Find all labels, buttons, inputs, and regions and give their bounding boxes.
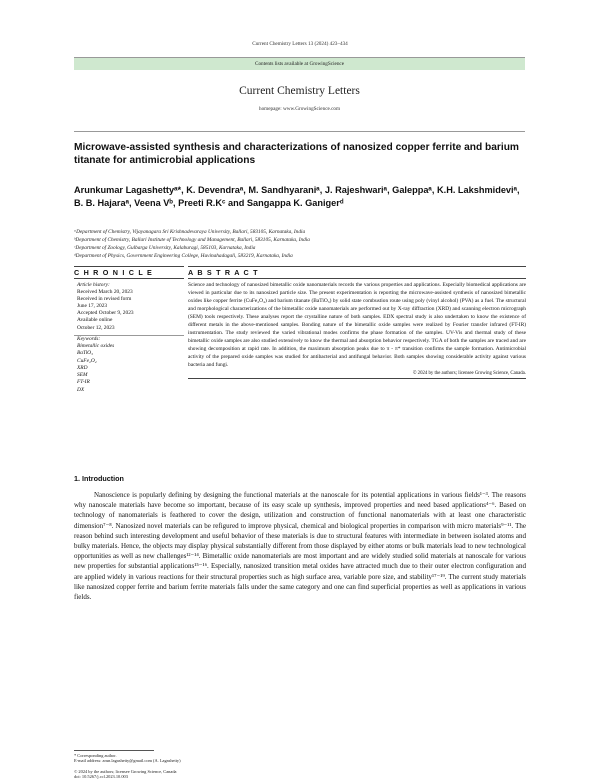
affiliation-a: ᵃDepartment of Chemistry, Vijayanagara Sri Krishnadevaraya University, Ballari, 583105, Karnataka, India (74, 229, 306, 235)
keyword: XRD (77, 364, 88, 371)
footnote-divider (74, 750, 154, 751)
introduction-text: Nanoscience is popularly defining by designing the functional materials at the nanoscale for its potential applications in various fields¹⁻³. The reasons why nanoscale materials have become so important, because of its easy scale up synthesis, improved properties and need based applications⁴⁻⁶. Based on technology of nanomaterials is feathered to cover the design, utilization and construction of functional nanomaterials with at least one characteristic dimension⁷⁻⁸. Nanosized novel materials can be refigured to improve physical, chemical and biological properties in comparison with micro materials⁹⁻¹¹. The reason behind such interesting development and useful behavior of these materials is due to structural features with intermediate in between isolated atoms and bulky materials. Hence, the objects may display physical substantially different from those displayed by either atoms or bulk materials lead to new technological opportunities as well as new challenges¹²⁻¹⁴. Bimetallic oxide nanomaterials are most important and are widely studied solid materials at nanoscale for various new properties for substantial applications¹⁵⁻¹⁶. Especially, nanosized transition metal oxides have attracted much due to their outer electron configuration and are applied widely in various reactions for their structural properties such as high surface area, variable pore size, and stability¹⁷⁻¹⁹. The current study materials like nanosized copper ferrite and barium ferrite materials falls under the same category and one can find superficial properties as well as applications in various fields. (74, 491, 526, 602)
keyword: BaTiO₃ (77, 350, 93, 357)
keyword: CuFe₂O₄ (77, 357, 97, 364)
affiliations (74, 228, 526, 260)
footnotes (74, 753, 374, 764)
affiliation-b: ᵇDepartment of Chemistry, Ballari Institute of Technology and Management, Ballari, 583105, Karnataka, India (74, 237, 310, 243)
footer-copyright: © 2024 by the authors; licensee Growing Science, Canada (74, 769, 177, 774)
introduction-heading: 1. Introduction (74, 474, 124, 483)
history-line: Received March 20, 2023 (77, 289, 133, 296)
keyword: SEM (77, 372, 88, 379)
contents-line: Contents lists available at GrowingScience (74, 58, 525, 70)
keyword: DX (77, 386, 85, 393)
abstract-copyright: © 2024 by the authors; licensee Growing Science, Canada. (188, 371, 526, 379)
chronicle-heading: C H R O N I C L E (74, 266, 184, 279)
history-line: Received in revised form (77, 296, 132, 303)
journal-title: Current Chemistry Letters (239, 85, 360, 97)
keyword: FT-IR (77, 379, 90, 386)
history-line: June 17, 2023 (77, 303, 108, 310)
chronicle-column (74, 266, 184, 394)
journal-homepage[interactable]: homepage: www.GrowingScience.com (258, 106, 341, 112)
history-line: Available online (77, 317, 113, 324)
keyword: Bimetallic oxides (77, 342, 115, 349)
abstract-heading: A B S T R A C T (188, 266, 526, 279)
running-header: Current Chemistry Letters 13 (2024) 423–434 (252, 41, 348, 47)
keywords (74, 335, 184, 394)
affiliation-d: ᵈDepartment of Physics, Government Engineering College, Huvinahadagali, 583219, Karnataka, India (74, 253, 293, 259)
history-line: October 12, 2023 (77, 324, 115, 331)
abstract-column (188, 266, 526, 379)
article-history (74, 282, 184, 332)
author-list: Arunkumar Lagashettyᵃ*, K. Devendraᵃ, M. Sandhyaraniᵃ, J. Rajeshwariᵃ, Galeppaᵃ, K.H. Lakshmideviᵃ, B. B. Hajaraᵃ, Veena Vᵇ, Preeti R.Kᶜ and Sangappa K. Ganigerᵈ (74, 185, 520, 208)
corresponding-author-note: * Corresponding author. (74, 753, 117, 758)
history-line: Accepted October 9, 2023 (77, 310, 134, 317)
affiliation-c: ᶜDepartment of Zoology, Gulbarga University, Kalaburagi, 585103, Karnataka, India (74, 245, 256, 251)
email-note[interactable]: E-mail address: arun.lagashetty@gmail.com (A. Lagashetty) (74, 758, 181, 764)
history-label: Article history: (77, 282, 110, 288)
keywords-label: Keywords: (77, 335, 101, 342)
journal-banner (74, 57, 525, 132)
abstract-text: Science and technology of nanosized bimetallic oxide nanomaterials records the various properties and applications. Especially biomedical applications are viewed in particular due to its nanosized particle size. The present experimentation is reporting the microwave-assisted synthesis of nanosized bimetallic oxides like copper ferrite (CuFe₂O₄) and barium titanate (BaTiO₃) by solid state combustion route using poly (vinyl alcohol) (PVA) as a fuel. The structural and morphological characterizations of the bimetallic oxide nanomaterials are performed out by X-ray diffraction (XRD) and scanning electron micrograph (SEM) tools respectively. These analyses report the crystalline nature of both samples. EDX spectral study is also undertaken to know the existence of different metals in the above-mentioned samples. Bonding nature of the bimetallic oxide samples were realized by Fourier transfer infrared (FT-IR) instrumentation. The study reviewed the varied vibrational modes confirms the phase formation of the samples. UV-Vis and thermal study of these bimetallic oxide samples are also studied extensively to know the thermal and absorption behavior respectively. TGA of both the samples are traced and are showing decomposition at rapid rate. In addition, the maximum absorption peaks due to π - π* transition confirms the sample formation. Antimicrobial activity of the prepared oxide samples was studied for antibacterial and antifungal behavior. Both samples showing considerable activity against various bacteria and fungi. (188, 282, 526, 368)
footer-doi[interactable]: doi: 10.5267/j.ccl.2023.10.003 (74, 774, 128, 779)
article-title: Microwave-assisted synthesis and characterizations of nanosized copper ferrite and barium titanate for antimicrobial applications (74, 142, 519, 166)
